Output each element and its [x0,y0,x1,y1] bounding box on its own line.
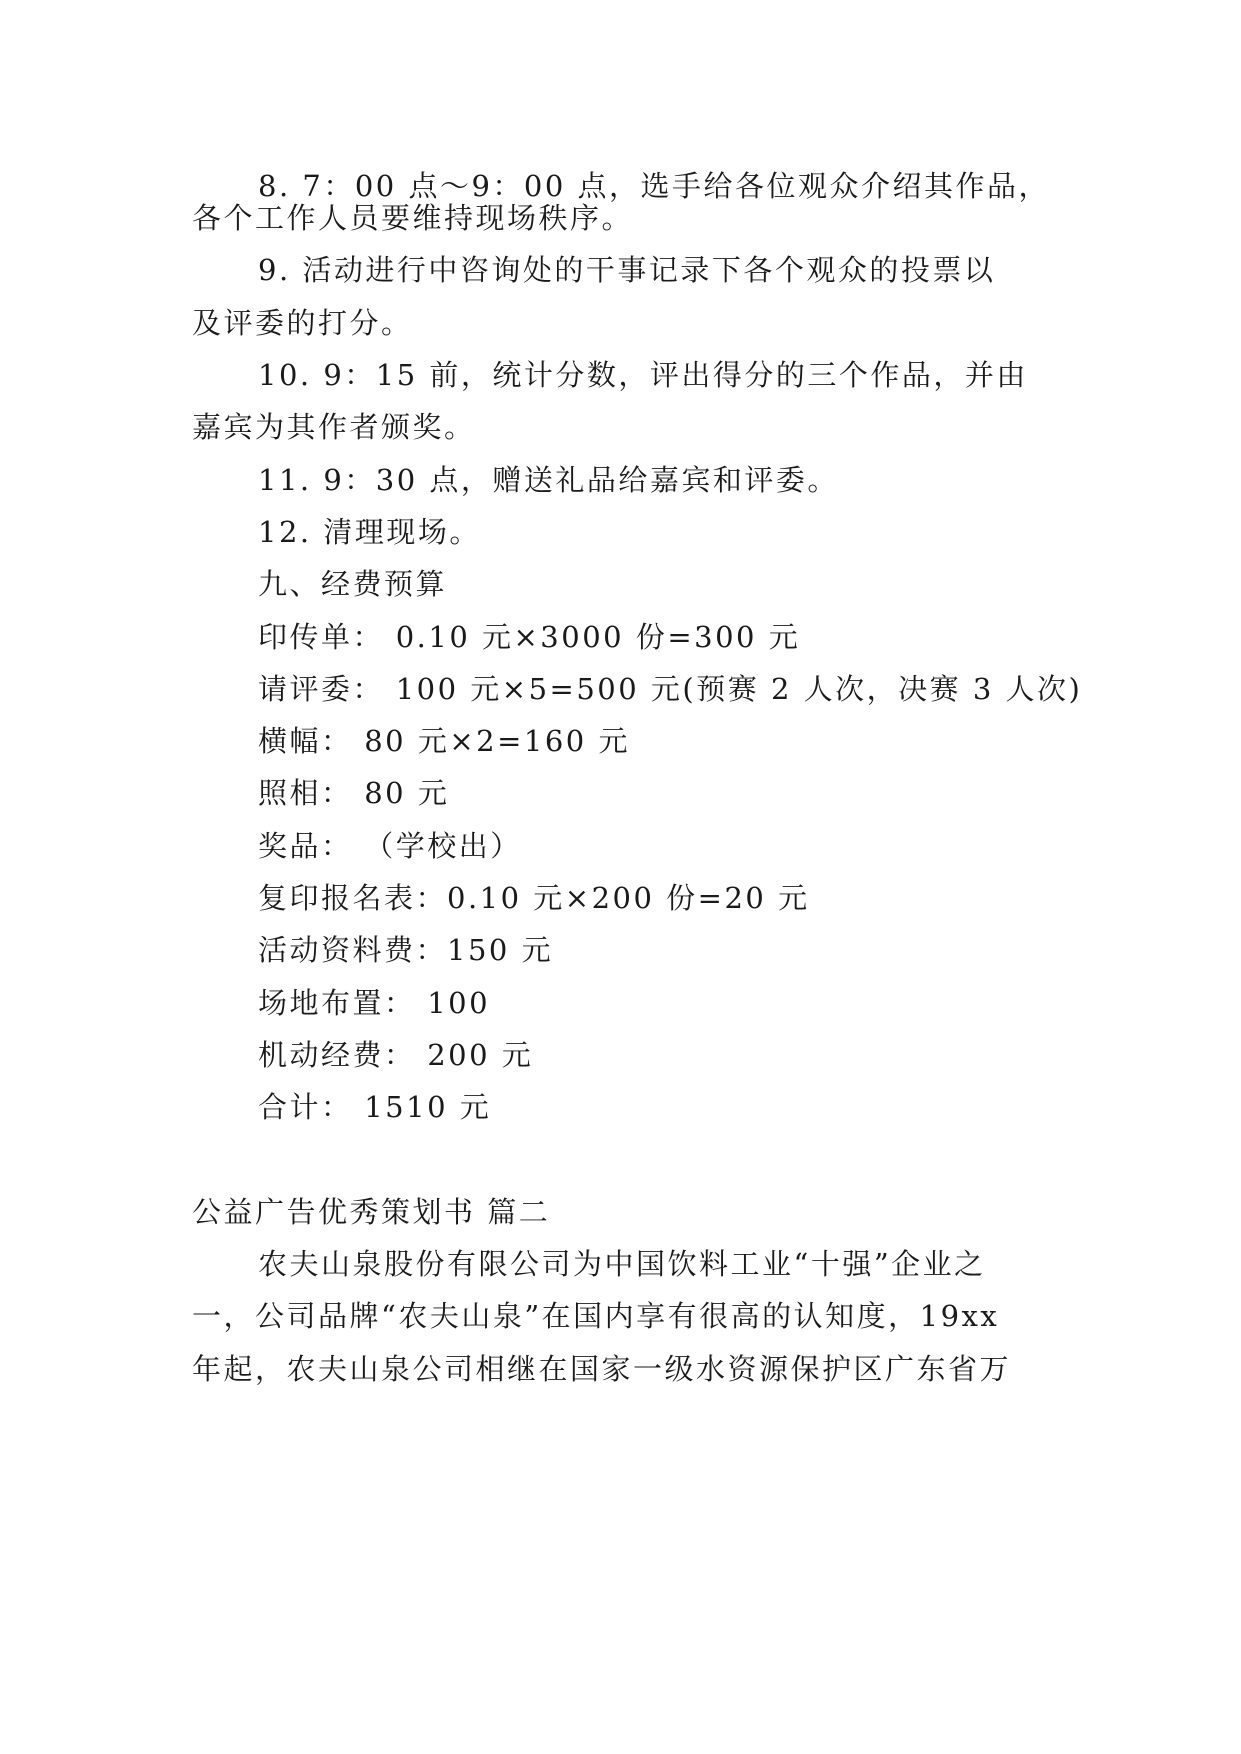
budget-item: 活动资料费：150 元 [258,933,554,967]
text-line: 11. 9：30 点，赠送礼品给嘉宾和评委。 [258,463,839,497]
text-line: 8. 7：00 点～9：00 点，选手给各位观众介绍其作品， [258,169,1051,203]
text-line: 10. 9：15 前，统计分数，评出得分的三个作品，并由 [258,358,1028,392]
budget-item: 印传单： 0.10 元×3000 份=300 元 [258,620,801,654]
text-line: 9. 活动进行中咨询处的干事记录下各个观众的投票以 [258,253,996,287]
budget-item: 复印报名表：0.10 元×200 份=20 元 [258,881,810,915]
budget-item: 机动经费： 200 元 [258,1038,534,1072]
budget-item: 照相： 80 元 [258,776,450,810]
article-title: 公益广告优秀策划书 篇二 [192,1195,551,1229]
text-line: 农夫山泉股份有限公司为中国饮料工业“十强”企业之 [258,1247,986,1281]
text-line: 年起，农夫山泉公司相继在国家一级水资源保护区广东省万 [192,1352,1012,1386]
budget-item: 请评委： 100 元×5=500 元(预赛 2 人次，决赛 3 人次) [258,672,1083,706]
text-line: 12. 清理现场。 [258,515,481,549]
budget-item: 场地布置： 100 [258,986,491,1020]
text-line: 嘉宾为其作者颁奖。 [192,410,476,444]
budget-item: 横幅： 80 元×2=160 元 [258,724,630,758]
section-heading: 九、经费预算 [258,567,448,601]
text-line: 各个工作人员要维持现场秩序。 [192,201,634,235]
text-line: 一，公司品牌“农夫山泉”在国内享有很高的认知度，19xx [192,1299,1000,1333]
budget-total: 合计： 1510 元 [258,1090,492,1124]
budget-item: 奖品： （学校出） [258,829,522,863]
text-line: 及评委的打分。 [192,306,413,340]
